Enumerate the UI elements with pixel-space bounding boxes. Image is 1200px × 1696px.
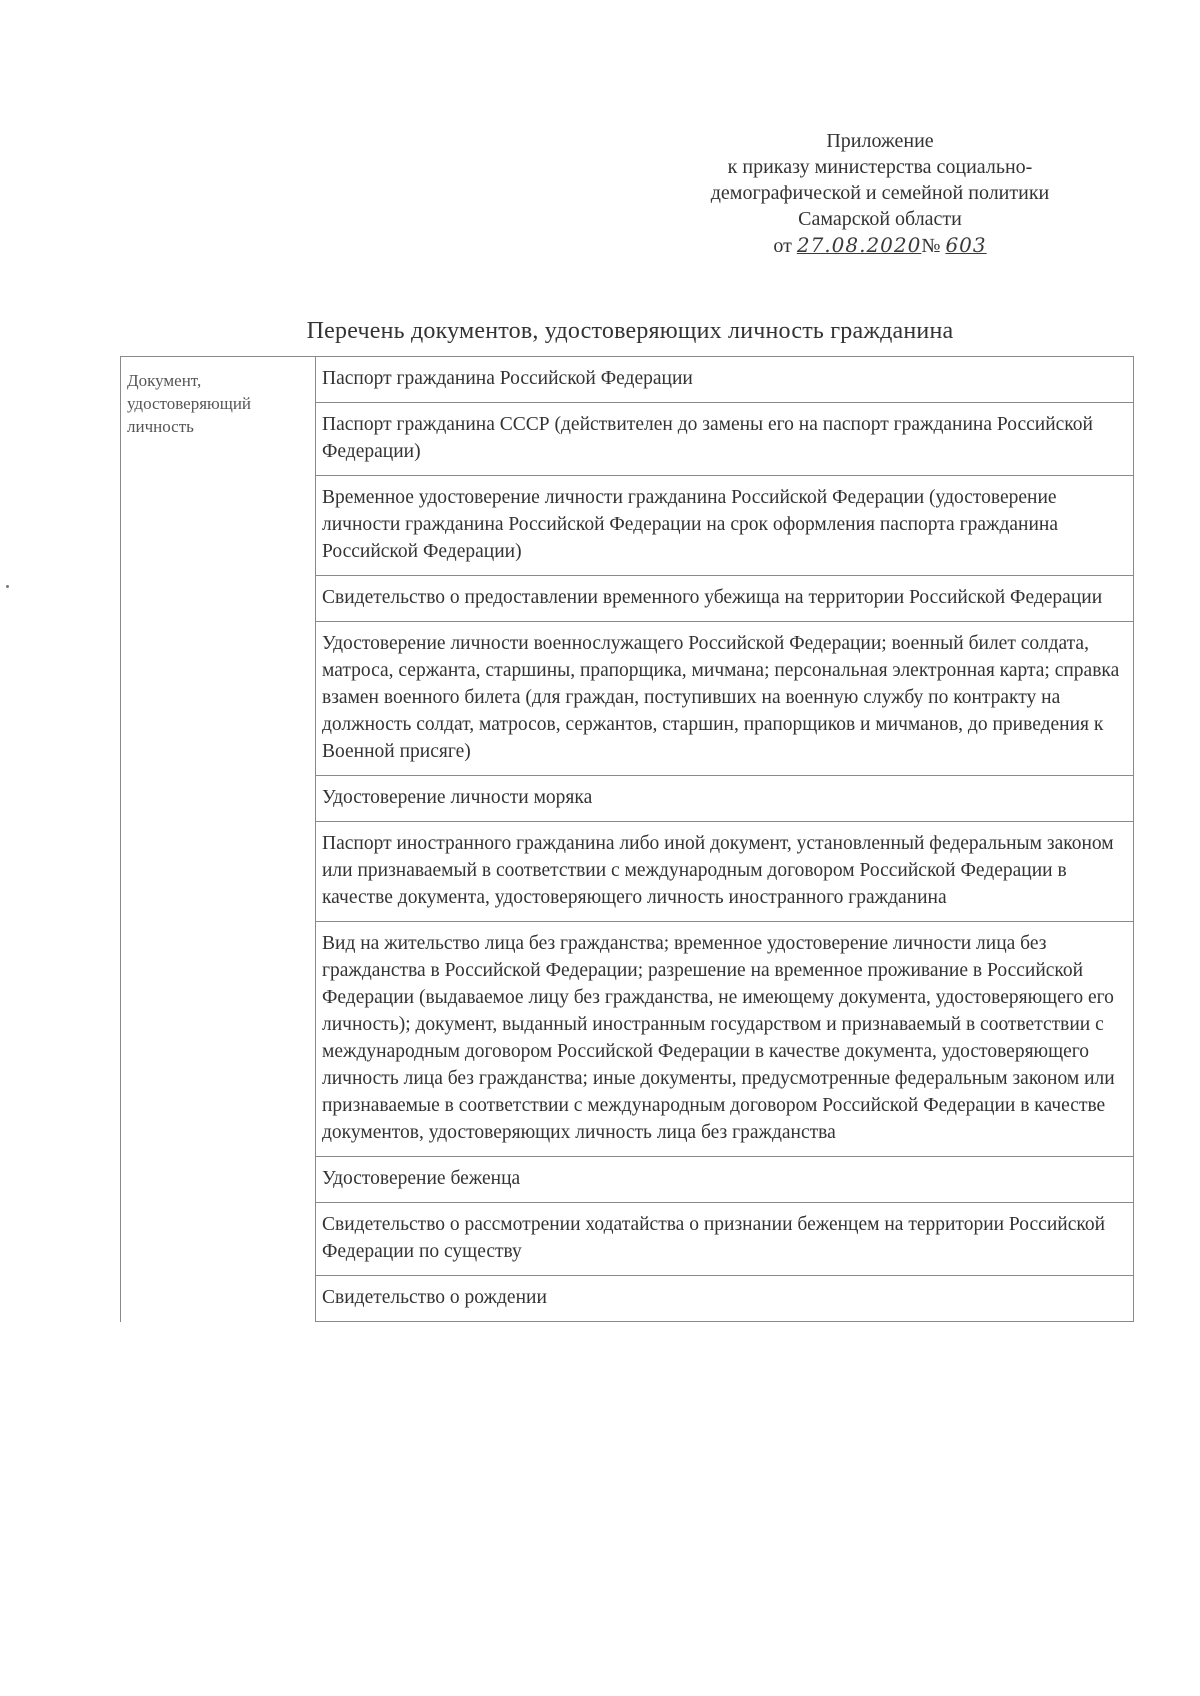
document-item: Свидетельство о рождении — [316, 1276, 1134, 1322]
document-item: Вид на жительство лица без гражданства; временное удостоверение личности лица без гражданства в Российской Федерации; разрешение на временное проживание в Российской Федерации (выдаваемое лицу без гражданства, не имеющему документа, удостоверяющего его личность); документ, выданный иностранным государством и признаваемый в соответствии с международным договором Российской Федерации в качестве документа, удостоверяющего личность лица без гражданства; иные документы, предусмотренные федеральным законом или признаваемые в соответствии с международным договором Российской Федерации в качестве документов, удостоверяющих личность лица без гражданства — [316, 922, 1134, 1157]
appendix-ministry-line: демографической и семейной политики — [710, 182, 1050, 204]
document-item: Свидетельство о предоставлении временного убежища на территории Российской Федерации — [316, 576, 1134, 622]
document-item: Удостоверение личности военнослужащего Российской Федерации; военный билет солдата, матроса, сержанта, старшины, прапорщика, мичмана; персональная электронная карта; справка взамен военного билета (для граждан, поступивших на военную службу по контракту на должность солдат, матросов, сержантов, старшин, прапорщиков и мичманов, до приведения к Военной присяге) — [316, 622, 1134, 776]
scan-margin-dot — [6, 585, 9, 588]
number-prefix: № — [921, 235, 941, 257]
document-item: Паспорт иностранного гражданина либо иной документ, установленный федеральным законом или признаваемый в соответствии с международным договором Российской Федерации в качестве документа, удостоверяющего личность иностранного гражданина — [316, 822, 1134, 922]
handwritten-number: 603 — [945, 233, 987, 257]
appendix-region-line: Самарской области — [798, 208, 962, 230]
document-item: Удостоверение личности моряка — [316, 776, 1134, 822]
date-prefix: от — [773, 235, 792, 257]
handwritten-date: 27.08.2020 — [796, 233, 922, 257]
table-row — [121, 357, 1134, 403]
appendix-order-line: к приказу министерства социально- — [727, 156, 1033, 178]
row-header-label: Документ, удостоверяющий личность — [121, 357, 316, 1322]
document-title: Перечень документов, удостоверяющих личность гражданина — [306, 318, 954, 344]
appendix-date-line — [640, 232, 1120, 259]
appendix-title: Приложение — [826, 130, 934, 152]
document-item: Временное удостоверение личности гражданина Российской Федерации (удостоверение личности гражданина Российской Федерации на срок оформления паспорта гражданина Российской Федерации) — [316, 476, 1134, 576]
document-item: Удостоверение беженца — [316, 1157, 1134, 1203]
document-item: Свидетельство о рассмотрении ходатайства о признании беженцем на территории Российской Федерации по существу — [316, 1203, 1134, 1276]
appendix-header — [640, 128, 1120, 259]
document-item: Паспорт гражданина Российской Федерации — [316, 357, 1134, 403]
documents-table — [120, 356, 1134, 1322]
document-item: Паспорт гражданина СССР (действителен до замены его на паспорт гражданина Российской Федерации) — [316, 403, 1134, 476]
